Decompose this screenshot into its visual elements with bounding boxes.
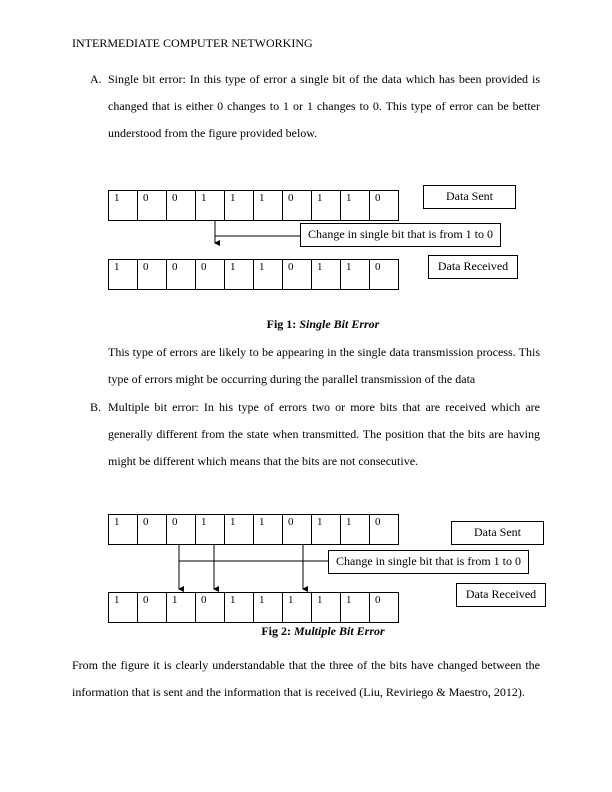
bit-cell: 0 — [370, 593, 399, 623]
bit-cell: 0 — [283, 191, 312, 221]
bit-cell: 0 — [370, 515, 399, 545]
bit-cell: 0 — [196, 593, 225, 623]
fig2-data-received-label: Data Received — [456, 583, 546, 607]
bit-cell: 0 — [370, 191, 399, 221]
bit-cell: 1 — [341, 515, 370, 545]
bit-cell: 1 — [341, 593, 370, 623]
bit-cell: 1 — [225, 593, 254, 623]
after-fig1-text: This type of errors are likely to be appearing in the single data transmission process. This type of errors might be occurring during the parallel transmission of the data — [108, 345, 540, 386]
fig2-caption-prefix: Fig 2: — [261, 624, 294, 638]
fig1-received-bits — [108, 259, 399, 290]
fig1-sent-bits — [108, 190, 399, 221]
bit-cell: 1 — [283, 593, 312, 623]
fig1-data-received-label: Data Received — [428, 255, 518, 279]
section-a-text: Single bit error: In this type of error a single bit of the data which has been provided is changed that is either 0 changes to 1 or 1 changes to 0. This type of error can be better understood from the figure provided below. — [108, 72, 540, 140]
fig2-data-sent-label: Data Sent — [451, 521, 544, 545]
bit-cell: 1 — [109, 515, 138, 545]
bit-cell: 0 — [138, 191, 167, 221]
fig2-caption-title: Multiple Bit Error — [293, 624, 385, 638]
fig2-change-label: Change in single bit that is from 1 to 0 — [328, 550, 529, 574]
conclusion-text: From the figure it is clearly understandable that the three of the bits have changed between the information that is sent and the information that is received (Liu, Reviriego & Maestro, 2012). — [72, 658, 540, 699]
page-header: INTERMEDIATE COMPUTER NETWORKING — [72, 36, 313, 50]
bit-cell: 1 — [341, 260, 370, 290]
fig2-received-bits — [108, 592, 399, 623]
bit-cell: 1 — [167, 593, 196, 623]
bit-cell: 0 — [283, 260, 312, 290]
bit-cell: 1 — [196, 191, 225, 221]
bit-cell: 1 — [196, 515, 225, 545]
fig2-sent-bits — [108, 514, 399, 545]
bit-cell: 1 — [254, 191, 283, 221]
bit-cell: 0 — [138, 515, 167, 545]
bit-cell: 1 — [254, 515, 283, 545]
fig1-caption-title: Single Bit Error — [299, 317, 380, 331]
bit-cell: 1 — [312, 593, 341, 623]
bit-cell: 1 — [341, 191, 370, 221]
bit-cell: 0 — [138, 260, 167, 290]
bit-cell: 1 — [225, 515, 254, 545]
fig1-caption-prefix: Fig 1: — [266, 317, 300, 331]
bit-cell: 0 — [370, 260, 399, 290]
bit-cell: 1 — [109, 260, 138, 290]
bit-cell: 1 — [312, 260, 341, 290]
bit-cell: 0 — [138, 593, 167, 623]
fig1-data-sent-label: Data Sent — [423, 185, 516, 209]
bit-cell: 0 — [167, 191, 196, 221]
bit-cell: 0 — [196, 260, 225, 290]
list-marker-b: B. — [90, 400, 102, 414]
fig1-change-label: Change in single bit that is from 1 to 0 — [300, 223, 501, 247]
section-b-text: Multiple bit error: In his type of errors two or more bits that are received which are generally different from the state when transmitted. The position that the bits are having might be different which means that the bits are not consecutive. — [108, 400, 540, 468]
bit-cell: 1 — [225, 260, 254, 290]
bit-cell: 0 — [167, 260, 196, 290]
bit-cell: 1 — [254, 593, 283, 623]
bit-cell: 1 — [225, 191, 254, 221]
list-marker-a: A. — [90, 72, 102, 86]
bit-cell: 0 — [283, 515, 312, 545]
bit-cell: 1 — [109, 593, 138, 623]
bit-cell: 1 — [254, 260, 283, 290]
fig1-caption — [0, 317, 612, 332]
bit-cell: 1 — [109, 191, 138, 221]
bit-cell: 0 — [167, 515, 196, 545]
bit-cell: 1 — [312, 191, 341, 221]
bit-cell: 1 — [312, 515, 341, 545]
fig2-caption — [0, 624, 612, 639]
